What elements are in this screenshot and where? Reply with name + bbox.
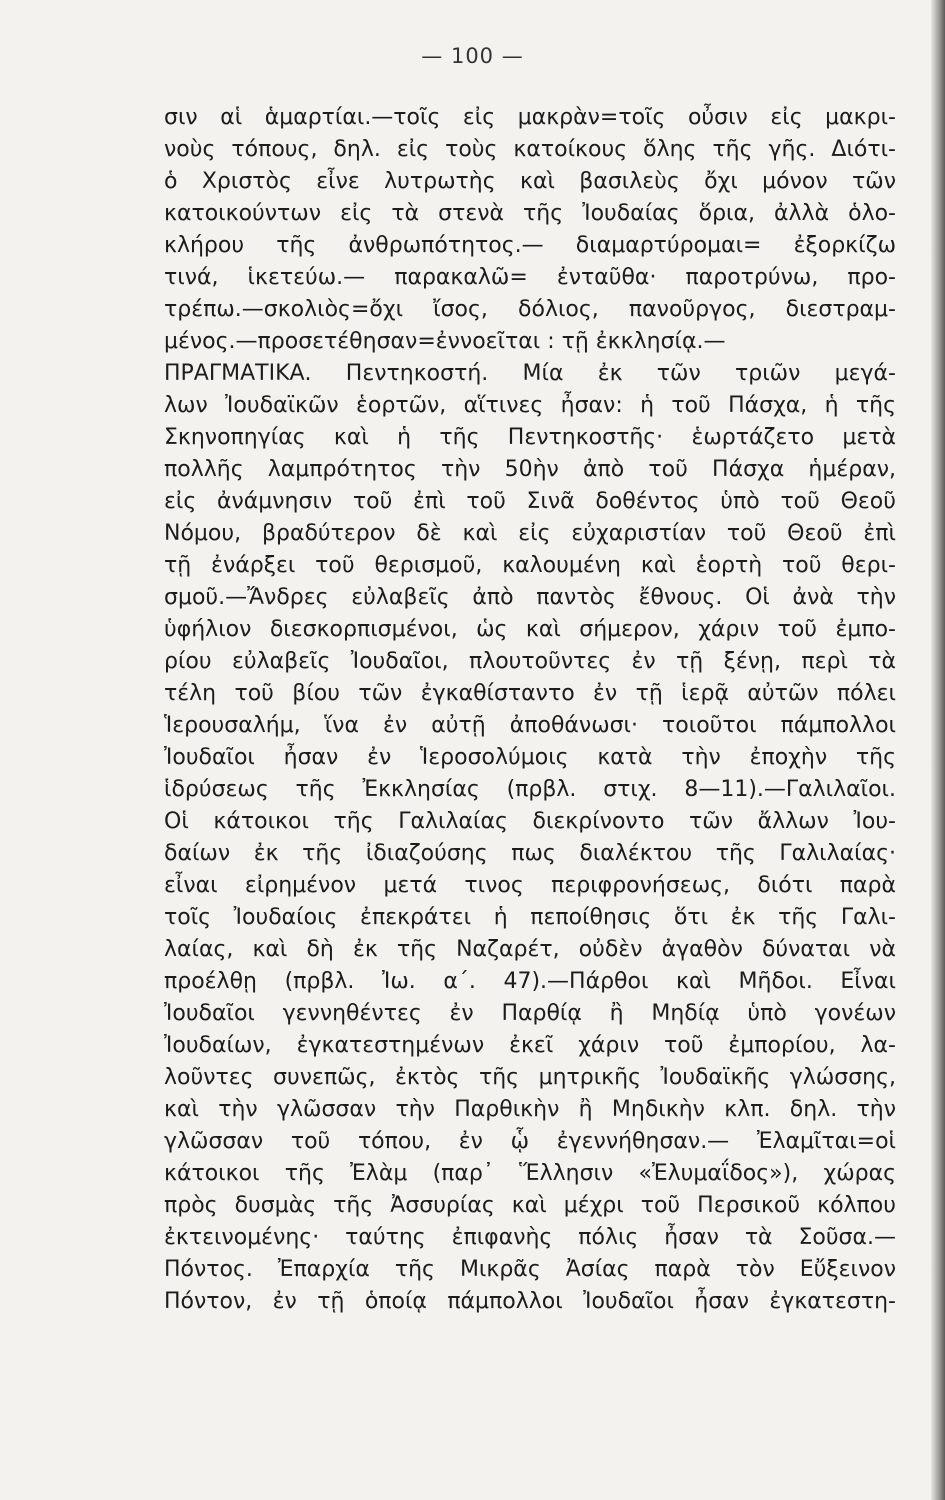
text-line: λων Ἰουδαϊκῶν ἑορτῶν, αἵτινες ἦσαν: ἡ τοῦ Πάσχα, ἡ τῆς bbox=[164, 393, 896, 418]
text-line: κάτοικοι τῆς Ἐλὰμ (παρ᾽ Ἕλλησιν «Ἐλυμαΐδος»), χώρας bbox=[164, 1161, 896, 1186]
text-line: καὶ τὴν γλῶσσαν τὴν Παρθικὴν ἢ Μηδικὴν κλπ. δηλ. τὴν bbox=[164, 1097, 896, 1122]
text-line: γλῶσσαν τοῦ τόπου, ἐν ᾧ ἐγεννήθησαν.— Ἐλαμῖται=οἱ bbox=[164, 1129, 896, 1154]
text-line: ἐκτεινομένης· ταύτης ἐπιφανὴς πόλις ἦσαν τὰ Σοῦσα.— bbox=[164, 1225, 896, 1250]
text-line: Ἰουδαῖοι ἦσαν ἐν Ἱεροσολύμοις κατὰ τὴν ἐποχὴν τῆς bbox=[164, 745, 896, 770]
text-line: ὁ Χριστὸς εἶνε λυτρωτὴς καὶ βασιλεὺς ὄχι μόνον τῶν bbox=[164, 169, 896, 194]
text-line: εἶναι εἰρημένον μετά τινος περιφρονήσεως, διότι παρὰ bbox=[164, 873, 896, 898]
text-line: ὑφήλιον διεσκορπισμένοι, ὡς καὶ σήμερον, χάριν τοῦ ἐμπο- bbox=[164, 617, 896, 642]
text-line: τέλη τοῦ βίου τῶν ἐγκαθίσταντο ἐν τῇ ἱερᾷ αὐτῶν πόλει bbox=[164, 681, 896, 706]
page-binding-edge bbox=[931, 0, 945, 1500]
text-line: προέλθῃ (πρβλ. Ἰω. α΄. 47).—Πάρθοι καὶ Μῆδοι. Εἶναι bbox=[164, 969, 896, 994]
text-line: Ἰουδαίων, ἐγκατεστημένων ἐκεῖ χάριν τοῦ ἐμπορίου, λα- bbox=[164, 1033, 896, 1058]
text-line: σιν αἱ ἁμαρτίαι.—τοῖς εἰς μακρὰν=τοῖς οὖσιν εἰς μακρι- bbox=[164, 105, 896, 130]
text-line: κλήρου τῆς ἀνθρωπότητος.— διαμαρτύρομαι= ἐξορκίζω bbox=[164, 233, 896, 258]
text-line: Πόντον, ἐν τῇ ὁποίᾳ πάμπολλοι Ἰουδαῖοι ἦσαν ἐγκατεστη- bbox=[164, 1289, 896, 1314]
text-line: τινά, ἱκετεύω.— παρακαλῶ= ἐνταῦθα· παροτρύνω, προ- bbox=[164, 265, 896, 290]
text-line: λαίας, καὶ δὴ ἐκ τῆς Ναζαρέτ, οὐδὲν ἀγαθὸν δύναται νὰ bbox=[164, 937, 896, 962]
text-line: ρίου εὐλαβεῖς Ἰουδαῖοι, πλουτοῦντες ἐν τῇ ξένῃ, περὶ τὰ bbox=[164, 649, 896, 674]
text-line: ἱδρύσεως τῆς Ἐκκλησίας (πρβλ. στιχ. 8—11).—Γαλιλαῖοι. bbox=[164, 777, 896, 802]
page-number: — 100 — bbox=[421, 44, 524, 68]
text-line: Πόντος. Ἐπαρχία τῆς Μικρᾶς Ἀσίας παρὰ τὸν Εὔξεινον bbox=[164, 1257, 896, 1282]
text-line: Οἱ κάτοικοι τῆς Γαλιλαίας διεκρίνοντο τῶν ἄλλων Ἰου- bbox=[164, 809, 896, 834]
text-line: Σκηνοπηγίας καὶ ἡ τῆς Πεντηκοστῆς· ἑωρτάζετο μετὰ bbox=[164, 425, 896, 450]
text-line: κατοικούντων εἰς τὰ στενὰ τῆς Ἰουδαίας ὅρια, ἀλλὰ ὁλο- bbox=[164, 201, 896, 226]
text-line: τοῖς Ἰουδαίοις ἐπεκράτει ἡ πεποίθησις ὅτι ἐκ τῆς Γαλι- bbox=[164, 905, 896, 930]
text-line: ΠΡΑΓΜΑΤΙΚΑ. Πεντηκοστή. Μία ἐκ τῶν τριῶν μεγά- bbox=[164, 361, 896, 386]
text-line: μένος.—προσετέθησαν=ἐννοεῖται : τῇ ἐκκλησίᾳ.— bbox=[164, 329, 726, 354]
text-line: τῇ ἐνάρξει τοῦ θερισμοῦ, καλουμένη καὶ ἑορτὴ τοῦ θερι- bbox=[164, 553, 896, 578]
text-line: Ἱερουσαλήμ, ἵνα ἐν αὐτῇ ἀποθάνωσι· τοιοῦτοι πάμπολλοι bbox=[164, 713, 896, 738]
body-text bbox=[164, 102, 896, 1318]
text-line: τρέπω.—σκολιὸς=ὄχι ἴσος, δόλιος, πανοῦργος, διεστραμ- bbox=[164, 297, 896, 322]
text-line: νοὺς τόπους, δηλ. εἰς τοὺς κατοίκους ὅλης τῆς γῆς. Διότι- bbox=[164, 137, 896, 162]
text-line: πολλῆς λαμπρότητος τὴν 50ὴν ἀπὸ τοῦ Πάσχα ἡμέραν, bbox=[164, 457, 896, 482]
text-line: δαίων ἐκ τῆς ἰδιαζούσης πως διαλέκτου τῆς Γαλιλαίας· bbox=[164, 841, 896, 866]
text-line: εἰς ἀνάμνησιν τοῦ ἐπὶ τοῦ Σινᾶ δοθέντος ὑπὸ τοῦ Θεοῦ bbox=[164, 489, 896, 514]
text-line: Νόμου, βραδύτερον δὲ καὶ εἰς εὐχαριστίαν τοῦ Θεοῦ ἐπὶ bbox=[164, 521, 896, 546]
text-line: λοῦντες συνεπῶς, ἐκτὸς τῆς μητρικῆς Ἰουδαϊκῆς γλώσσης, bbox=[164, 1065, 896, 1090]
text-line: πρὸς δυσμὰς τῆς Ἀσσυρίας καὶ μέχρι τοῦ Περσικοῦ κόλπου bbox=[164, 1193, 896, 1218]
text-line: σμοῦ.—Ἄνδρες εὐλαβεῖς ἀπὸ παντὸς ἔθνους. Οἱ ἀνὰ τὴν bbox=[164, 585, 896, 610]
text-line: Ἰουδαῖοι γεννηθέντες ἐν Παρθίᾳ ἢ Μηδίᾳ ὑπὸ γονέων bbox=[164, 1001, 896, 1026]
